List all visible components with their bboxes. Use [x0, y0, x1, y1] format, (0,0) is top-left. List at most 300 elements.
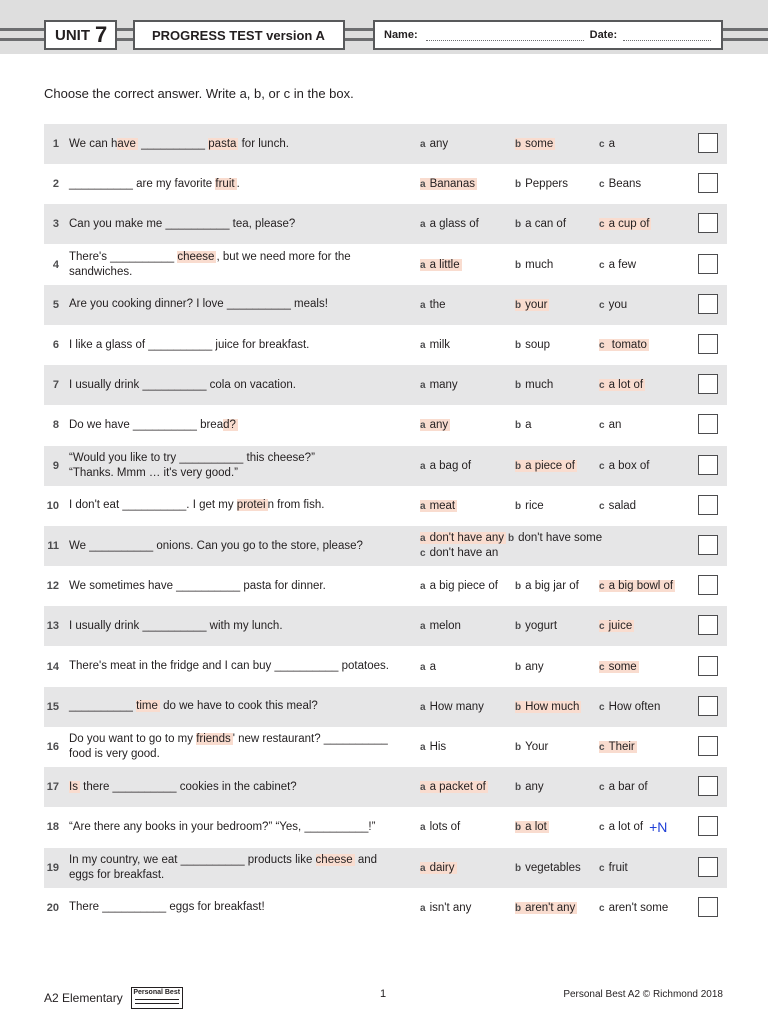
option-letter: a: [420, 139, 426, 150]
question-text-part: Do we have __________ brea: [69, 418, 224, 431]
answer-box[interactable]: [698, 334, 718, 354]
question-text: [69, 767, 409, 807]
option-text: you: [608, 298, 628, 311]
question-text-part: Can you make me __________ tea, please?: [69, 217, 296, 230]
option-c: [420, 547, 498, 559]
option-text: a piece of: [525, 459, 575, 472]
question-text-part: __________: [137, 137, 209, 150]
question-text-part: for lunch.: [238, 137, 289, 150]
question-number: 3: [52, 218, 59, 231]
question-row: [44, 365, 727, 405]
highlighted-text: time: [136, 700, 158, 713]
option-cell-b: [515, 687, 581, 727]
option-text: milk: [429, 339, 451, 351]
copyright: Personal Best A2 © Richmond 2018: [563, 989, 723, 1000]
option-text: a packet of: [429, 781, 486, 794]
option-c: [599, 781, 648, 793]
question-text-part: I don't eat __________. I get my: [69, 499, 237, 512]
option-c: [599, 379, 645, 391]
question-row: [44, 124, 727, 164]
option-b: [515, 218, 566, 230]
question-number: 14: [46, 660, 59, 673]
option-c: [599, 661, 639, 673]
question-row: [44, 687, 727, 727]
option-b: [515, 821, 549, 833]
option-text: don't have some: [518, 532, 603, 544]
question-row: [44, 446, 727, 486]
option-letter: c: [599, 420, 605, 432]
option-text: a box of: [608, 459, 650, 472]
question-text-part: there __________ cookies in the cabinet?: [79, 780, 297, 793]
question-row: [44, 848, 727, 888]
question-number: 8: [52, 419, 59, 432]
question-text-part: do we have to cook this meal?: [159, 700, 318, 713]
option-cell-b: [515, 124, 555, 164]
option-cell-c: [599, 245, 636, 285]
option-letter: a: [420, 742, 426, 753]
option-letter: c: [599, 742, 605, 753]
option-b: [515, 259, 553, 271]
question-number: 17: [46, 781, 59, 794]
option-text: juice: [608, 620, 633, 633]
question-text: [69, 164, 409, 204]
level-label: A2 Elementary: [44, 991, 123, 1005]
question-row: [44, 566, 727, 606]
question-row: [44, 647, 727, 687]
answer-box[interactable]: [698, 374, 718, 394]
option-cell-c: [599, 164, 641, 204]
question-text-part: Are you cooking dinner? I love __________ meals!: [69, 298, 328, 311]
highlighted-text: protei: [236, 499, 266, 512]
option-b: [515, 701, 581, 713]
question-text: [69, 647, 409, 687]
option-a: [420, 500, 457, 512]
option-cell-c: [599, 606, 634, 646]
question-text-part: “Are there any books in your bedroom?” “Yes, __________!”: [69, 820, 376, 833]
option-letter: c: [599, 139, 605, 150]
option-a: [420, 741, 446, 753]
option-a: [420, 781, 488, 793]
option-letter: a: [420, 533, 426, 544]
option-cell-c: [599, 325, 649, 365]
option-letter: c: [599, 219, 605, 231]
option-text: any: [525, 660, 544, 673]
answer-box[interactable]: [698, 495, 718, 515]
question-text: [69, 124, 409, 164]
answer-box[interactable]: [698, 816, 718, 836]
option-cell-c: [599, 285, 627, 325]
page-number: 1: [380, 988, 387, 1000]
option-c: [599, 299, 627, 311]
option-letter: c: [599, 179, 605, 191]
highlighted-text: Is: [69, 780, 78, 793]
option-cell-c: [599, 486, 636, 526]
answer-box[interactable]: [698, 575, 718, 595]
option-cell-a: [420, 164, 477, 204]
question-number: 5: [52, 298, 59, 311]
option-letter: a: [420, 179, 426, 191]
option-letter: b: [515, 340, 522, 351]
question-number: 6: [52, 339, 59, 351]
option-letter: a: [420, 661, 426, 673]
option-letter: a: [420, 380, 426, 392]
footer-level: [44, 987, 183, 1009]
option-cell-a: [420, 365, 458, 405]
option-letter: b: [515, 139, 522, 150]
option-c: [599, 902, 668, 914]
option-cell-a: [420, 807, 460, 847]
option-a: [420, 138, 448, 150]
option-a: [420, 379, 458, 391]
option-text: rice: [525, 499, 544, 512]
option-b: [515, 379, 553, 391]
option-letter: a: [420, 500, 426, 512]
option-letter: c: [599, 661, 605, 673]
option-text: some: [608, 660, 637, 673]
unit-number: 7: [95, 22, 108, 47]
option-a: [420, 299, 446, 311]
option-text: isn't any: [429, 901, 472, 914]
option-c: [599, 218, 651, 230]
option-cell-b: [515, 888, 577, 928]
option-a: [420, 821, 460, 833]
handwritten-annotation: +N: [649, 819, 668, 836]
answer-box[interactable]: [698, 414, 718, 434]
option-cell-a: [420, 606, 461, 646]
option-b: [515, 620, 557, 632]
question-text: [69, 727, 409, 767]
answer-box[interactable]: [698, 254, 718, 274]
option-cell-c: [599, 204, 651, 244]
option-letter: b: [515, 219, 522, 231]
question-number: 9: [52, 459, 59, 472]
option-a: [420, 218, 479, 230]
option-text: a bag of: [429, 459, 472, 472]
name-field[interactable]: [426, 30, 584, 41]
option-letter: b: [515, 661, 522, 673]
option-cell-c: [599, 446, 649, 486]
name-label: Name:: [384, 29, 418, 41]
option-cell-c: [599, 888, 668, 928]
option-cell-a: [420, 888, 471, 928]
option-text: the: [429, 298, 446, 311]
question-text-part: __________ are my favorite: [69, 177, 216, 190]
answer-box[interactable]: [698, 897, 718, 917]
option-cell-a: [420, 767, 488, 807]
question-text-part: I usually drink __________ with my lunch.: [69, 619, 283, 632]
option-cell-a: [420, 446, 471, 486]
option-cell-a: [420, 245, 462, 285]
question-number: 18: [46, 821, 59, 834]
option-letter: a: [420, 862, 426, 874]
option-a: [420, 339, 450, 351]
option-letter: a: [420, 460, 426, 472]
option-c: [599, 138, 615, 150]
question-number: 19: [46, 861, 59, 874]
option-cell-b: [515, 767, 544, 807]
option-cell-a: [420, 486, 457, 526]
option-c: [599, 821, 643, 833]
option-letter: a: [420, 701, 426, 713]
option-a: [420, 862, 457, 874]
option-text: yogurt: [525, 620, 558, 633]
option-a: [420, 661, 436, 673]
option-letter: a: [420, 299, 426, 311]
answer-box[interactable]: [698, 455, 718, 475]
option-letter: a: [420, 340, 426, 351]
option-a: [420, 419, 450, 431]
question-number: 2: [52, 178, 59, 191]
option-c: [599, 620, 634, 632]
option-letter: b: [515, 902, 522, 914]
option-text: your: [525, 298, 548, 311]
question-text: [69, 204, 409, 244]
option-text: an: [608, 419, 622, 432]
question-number: 11: [47, 540, 59, 552]
option-b: [515, 138, 555, 150]
option-b: [515, 178, 568, 190]
question-number: 4: [52, 258, 59, 271]
option-text: melon: [429, 620, 461, 633]
option-cell-c: [599, 566, 675, 606]
option-letter: a: [420, 902, 426, 914]
option-letter: b: [515, 621, 522, 633]
question-row: [44, 767, 727, 807]
option-letter: b: [515, 782, 522, 794]
option-cell-c: [599, 848, 628, 888]
option-text: any: [525, 781, 544, 794]
option-c: [599, 701, 660, 713]
date-label: Date:: [589, 29, 618, 41]
option-cell-a: [420, 405, 450, 445]
option-text: How many: [429, 700, 484, 713]
option-cell-b: [515, 204, 566, 244]
answer-box[interactable]: [698, 133, 718, 153]
option-text: dairy: [429, 861, 455, 874]
question-text-part: Do you want to go to my: [69, 733, 197, 745]
option-text: a big piece of: [429, 580, 498, 593]
answer-box[interactable]: [698, 776, 718, 796]
option-c: [599, 259, 636, 271]
option-b: [515, 580, 579, 592]
question-text-part: I usually drink __________ cola on vacation.: [69, 378, 296, 391]
option-letter: a: [420, 259, 426, 271]
answer-box[interactable]: [698, 294, 718, 314]
option-cell-b: [515, 405, 532, 445]
option-text: Beans: [608, 178, 642, 191]
option-letter: b: [515, 460, 522, 472]
option-letter: a: [420, 420, 426, 432]
answer-box[interactable]: [698, 213, 718, 233]
logo-text: Personal Best: [133, 989, 181, 996]
answer-box[interactable]: [698, 615, 718, 635]
option-cell-a: [420, 285, 446, 325]
question-text: [69, 245, 409, 285]
question-text-part: and eggs for breakfast.: [69, 853, 378, 881]
option-letter: b: [515, 862, 522, 874]
option-text: don't have an: [429, 547, 499, 559]
option-letter: c: [599, 581, 605, 593]
question-text-part: __________: [69, 700, 137, 713]
option-c: [599, 580, 675, 592]
question-number: 12: [46, 580, 59, 593]
highlighted-text: fruit: [215, 177, 235, 190]
question-row: [44, 285, 727, 325]
question-row: [44, 325, 727, 365]
option-cell-c: [599, 124, 615, 164]
option-letter: b: [515, 822, 522, 834]
option-c: [599, 862, 628, 874]
question-text-part: There's meat in the fridge and I can buy __________ potatoes.: [69, 660, 389, 673]
question-text-part: There __________ eggs for breakfast!: [69, 901, 265, 914]
test-title: PROGRESS TEST version A: [133, 20, 345, 50]
question-text-part: We __________ onions. Can you go to the store, please?: [69, 539, 363, 552]
option-text: meat: [429, 499, 456, 512]
option-letter: c: [599, 902, 605, 914]
option-letter: c: [599, 299, 605, 311]
option-cell-a: [420, 124, 448, 164]
question-text-part: There's __________: [69, 250, 178, 263]
question-text: [69, 566, 409, 606]
option-c: [599, 741, 637, 753]
option-text: soup: [525, 339, 551, 351]
answer-box[interactable]: [698, 173, 718, 193]
question-row: [44, 888, 727, 928]
date-field[interactable]: [623, 30, 711, 41]
option-text: a few: [608, 258, 637, 271]
question-text-part: .: [236, 177, 240, 190]
question-text-part: n from fish.: [267, 499, 325, 512]
answer-box[interactable]: [698, 857, 718, 877]
option-letter: c: [599, 822, 605, 834]
option-text: a: [429, 660, 436, 673]
option-b: [515, 661, 544, 673]
option-text: any: [429, 419, 449, 432]
question-number: 7: [52, 379, 59, 392]
option-a: [420, 620, 461, 632]
answer-box[interactable]: [698, 535, 718, 555]
option-letter: c: [599, 621, 605, 633]
option-cell-c: [599, 405, 621, 445]
option-text: a cup of: [608, 218, 650, 231]
option-a: [420, 580, 498, 592]
answer-box[interactable]: [698, 656, 718, 676]
option-letter: c: [420, 548, 426, 559]
option-cell-a: [420, 687, 484, 727]
option-text: a bar of: [608, 781, 648, 794]
option-text: How often: [608, 700, 661, 713]
question-text-part: We can h: [69, 137, 118, 150]
option-cell-b: [515, 647, 544, 687]
option-letter: b: [515, 701, 522, 713]
option-text: Your: [525, 741, 549, 753]
option-cell-a: [420, 647, 436, 687]
question-text-part: , but we need more for the sandwiches.: [69, 250, 351, 278]
option-text: lots of: [429, 821, 461, 834]
question-number: 13: [46, 620, 59, 633]
question-row: [44, 606, 727, 646]
option-cell-a: [420, 848, 457, 888]
option-letter: c: [599, 460, 605, 472]
option-text: much: [525, 258, 554, 271]
option-cell-b: [515, 325, 550, 365]
question-text: [69, 848, 409, 888]
option-text: a big jar of: [525, 580, 579, 593]
option-text: some: [525, 138, 554, 150]
option-text: His: [429, 741, 447, 753]
question-number: 16: [46, 741, 59, 753]
option-group: [420, 526, 602, 566]
question-row: [44, 486, 727, 526]
option-cell-b: [515, 446, 577, 486]
option-text: a lot of: [608, 821, 644, 834]
option-b: [515, 902, 577, 914]
question-row: [44, 526, 727, 566]
unit-label-box: [44, 20, 117, 50]
option-letter: b: [515, 259, 522, 271]
highlighted-text: cheese: [177, 250, 215, 263]
option-cell-b: [515, 566, 579, 606]
question-text: [69, 606, 409, 646]
option-b: [515, 419, 532, 431]
option-letter: a: [420, 219, 426, 231]
option-letter: b: [515, 500, 522, 512]
option-text: a can of: [525, 218, 567, 231]
option-text: a big bowl of: [608, 580, 674, 593]
option-b: [515, 339, 550, 351]
option-b: [515, 299, 549, 311]
question-row: [44, 204, 727, 244]
option-text: aren't some: [608, 901, 669, 914]
question-text: [69, 486, 409, 526]
option-cell-b: [515, 245, 553, 285]
question-number: 15: [46, 700, 59, 713]
question-row: [44, 807, 727, 847]
option-text: Peppers: [525, 178, 568, 191]
option-text: Their: [608, 741, 635, 753]
option-a: [420, 460, 471, 472]
answer-box[interactable]: [698, 696, 718, 716]
option-cell-b: [515, 848, 581, 888]
option-text: don't have any: [429, 532, 505, 544]
option-a: [420, 902, 471, 914]
option-c: [599, 178, 641, 190]
option-text: a glass of: [429, 218, 479, 231]
personal-best-logo: [131, 987, 183, 1009]
option-cell-c: [599, 687, 660, 727]
option-a: [420, 259, 462, 271]
option-letter: b: [515, 581, 522, 593]
option-cell-b: [515, 486, 544, 526]
option-letter: a: [420, 822, 426, 834]
option-letter: b: [515, 742, 522, 753]
option-text: Bananas: [429, 178, 475, 191]
option-letter: a: [420, 621, 426, 633]
option-letter: b: [515, 179, 522, 191]
option-text: a lot: [525, 821, 547, 834]
option-text: a: [608, 138, 615, 150]
option-cell-b: [515, 727, 548, 767]
question-text-part: ' new restaurant? __________ food is very good.: [69, 733, 388, 760]
option-text: vegetables: [525, 861, 581, 874]
answer-box[interactable]: [698, 736, 718, 756]
question-row: [44, 164, 727, 204]
option-cell-b: [515, 807, 549, 847]
question-number: 10: [46, 499, 59, 512]
option-b: [508, 532, 602, 544]
option-letter: c: [599, 380, 605, 392]
option-cell-c: [599, 647, 639, 687]
